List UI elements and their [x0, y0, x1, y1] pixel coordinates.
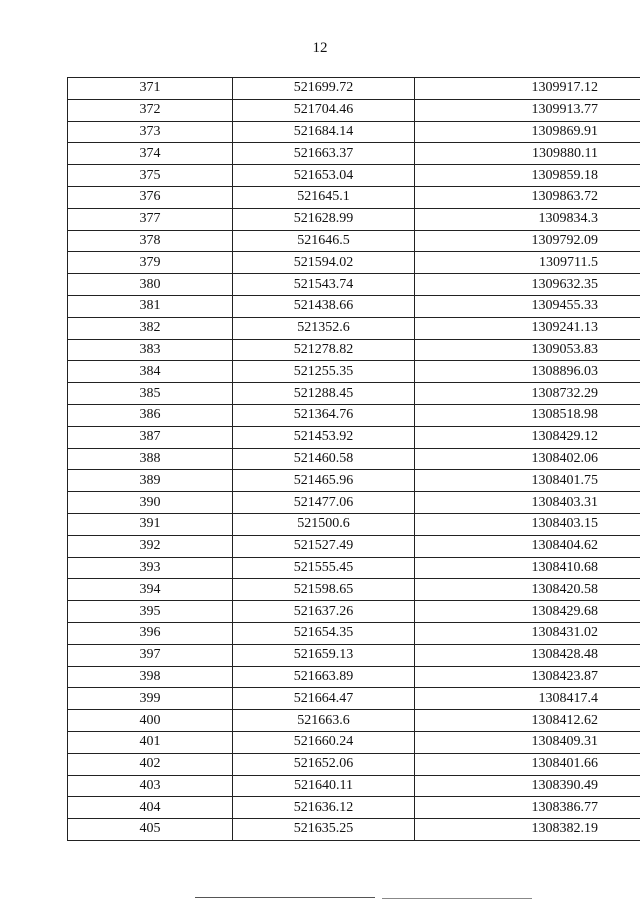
y-coordinate-cell: 1309863.72 — [415, 186, 640, 208]
point-number-cell: 405 — [68, 819, 233, 841]
table-row — [68, 404, 640, 426]
y-coordinate-cell: 1308417.4 — [415, 688, 640, 710]
y-coordinate-cell: 1308402.06 — [415, 448, 640, 470]
table-row — [68, 535, 640, 557]
y-coordinate-cell: 1308410.68 — [415, 557, 640, 579]
point-number-cell: 372 — [68, 99, 233, 121]
y-coordinate-cell: 1309834.3 — [415, 208, 640, 230]
point-number-cell: 390 — [68, 492, 233, 514]
y-coordinate-cell: 1309711.5 — [415, 252, 640, 274]
coordinates-table-body — [68, 78, 640, 841]
point-number-cell: 380 — [68, 274, 233, 296]
point-number-cell: 387 — [68, 426, 233, 448]
x-coordinate-cell: 521598.65 — [233, 579, 415, 601]
point-number-cell: 395 — [68, 601, 233, 623]
point-number-cell: 400 — [68, 710, 233, 732]
y-coordinate-cell: 1309792.09 — [415, 230, 640, 252]
x-coordinate-cell: 521646.5 — [233, 230, 415, 252]
x-coordinate-cell: 521663.37 — [233, 143, 415, 165]
y-coordinate-cell: 1308401.75 — [415, 470, 640, 492]
table-row — [68, 797, 640, 819]
table-row — [68, 339, 640, 361]
x-coordinate-cell: 521654.35 — [233, 622, 415, 644]
y-coordinate-cell: 1308429.12 — [415, 426, 640, 448]
x-coordinate-cell: 521699.72 — [233, 78, 415, 100]
x-coordinate-cell: 521477.06 — [233, 492, 415, 514]
table-row — [68, 470, 640, 492]
table-row — [68, 121, 640, 143]
point-number-cell: 404 — [68, 797, 233, 819]
y-coordinate-cell: 1308429.68 — [415, 601, 640, 623]
x-coordinate-cell: 521660.24 — [233, 731, 415, 753]
x-coordinate-cell: 521527.49 — [233, 535, 415, 557]
y-coordinate-cell: 1308431.02 — [415, 622, 640, 644]
table-row — [68, 274, 640, 296]
x-coordinate-cell: 521500.6 — [233, 513, 415, 535]
point-number-cell: 378 — [68, 230, 233, 252]
y-coordinate-cell: 1308423.87 — [415, 666, 640, 688]
x-coordinate-cell: 521543.74 — [233, 274, 415, 296]
table-row — [68, 731, 640, 753]
point-number-cell: 401 — [68, 731, 233, 753]
point-number-cell: 381 — [68, 295, 233, 317]
point-number-cell: 389 — [68, 470, 233, 492]
x-coordinate-cell: 521645.1 — [233, 186, 415, 208]
x-coordinate-cell: 521637.26 — [233, 601, 415, 623]
point-number-cell: 393 — [68, 557, 233, 579]
point-number-cell: 385 — [68, 383, 233, 405]
x-coordinate-cell: 521465.96 — [233, 470, 415, 492]
x-coordinate-cell: 521664.47 — [233, 688, 415, 710]
y-coordinate-cell: 1308518.98 — [415, 404, 640, 426]
coordinates-table — [67, 77, 640, 841]
x-coordinate-cell: 521555.45 — [233, 557, 415, 579]
footer-rule-secondary — [382, 898, 532, 899]
point-number-cell: 376 — [68, 186, 233, 208]
y-coordinate-cell: 1308404.62 — [415, 535, 640, 557]
table-row — [68, 622, 640, 644]
y-coordinate-cell: 1308428.48 — [415, 644, 640, 666]
table-row — [68, 557, 640, 579]
y-coordinate-cell: 1308409.31 — [415, 731, 640, 753]
table-row — [68, 252, 640, 274]
x-coordinate-cell: 521364.76 — [233, 404, 415, 426]
x-coordinate-cell: 521704.46 — [233, 99, 415, 121]
point-number-cell: 392 — [68, 535, 233, 557]
table-row — [68, 513, 640, 535]
point-number-cell: 399 — [68, 688, 233, 710]
table-row — [68, 601, 640, 623]
x-coordinate-cell: 521594.02 — [233, 252, 415, 274]
point-number-cell: 394 — [68, 579, 233, 601]
x-coordinate-cell: 521636.12 — [233, 797, 415, 819]
table-row — [68, 208, 640, 230]
x-coordinate-cell: 521684.14 — [233, 121, 415, 143]
table-row — [68, 688, 640, 710]
table-row — [68, 165, 640, 187]
y-coordinate-cell: 1309880.11 — [415, 143, 640, 165]
point-number-cell: 402 — [68, 753, 233, 775]
y-coordinate-cell: 1309917.12 — [415, 78, 640, 100]
y-coordinate-cell: 1309859.18 — [415, 165, 640, 187]
x-coordinate-cell: 521659.13 — [233, 644, 415, 666]
table-row — [68, 143, 640, 165]
table-row — [68, 710, 640, 732]
table-row — [68, 383, 640, 405]
point-number-cell: 403 — [68, 775, 233, 797]
x-coordinate-cell: 521453.92 — [233, 426, 415, 448]
table-row — [68, 361, 640, 383]
point-number-cell: 384 — [68, 361, 233, 383]
table-row — [68, 186, 640, 208]
point-number-cell: 377 — [68, 208, 233, 230]
point-number-cell: 374 — [68, 143, 233, 165]
point-number-cell: 398 — [68, 666, 233, 688]
point-number-cell: 379 — [68, 252, 233, 274]
y-coordinate-cell: 1308382.19 — [415, 819, 640, 841]
table-row — [68, 78, 640, 100]
y-coordinate-cell: 1308403.31 — [415, 492, 640, 514]
table-row — [68, 426, 640, 448]
y-coordinate-cell: 1308390.49 — [415, 775, 640, 797]
y-coordinate-cell: 1308732.29 — [415, 383, 640, 405]
y-coordinate-cell: 1308386.77 — [415, 797, 640, 819]
x-coordinate-cell: 521628.99 — [233, 208, 415, 230]
page-number: 12 — [312, 40, 328, 56]
x-coordinate-cell: 521288.45 — [233, 383, 415, 405]
point-number-cell: 371 — [68, 78, 233, 100]
table-row — [68, 448, 640, 470]
y-coordinate-cell: 1308403.15 — [415, 513, 640, 535]
y-coordinate-cell: 1309632.35 — [415, 274, 640, 296]
y-coordinate-cell: 1309869.91 — [415, 121, 640, 143]
x-coordinate-cell: 521352.6 — [233, 317, 415, 339]
x-coordinate-cell: 521438.66 — [233, 295, 415, 317]
y-coordinate-cell: 1309455.33 — [415, 295, 640, 317]
point-number-cell: 375 — [68, 165, 233, 187]
table-row — [68, 295, 640, 317]
table-row — [68, 753, 640, 775]
x-coordinate-cell: 521652.06 — [233, 753, 415, 775]
x-coordinate-cell: 521278.82 — [233, 339, 415, 361]
point-number-cell: 391 — [68, 513, 233, 535]
point-number-cell: 388 — [68, 448, 233, 470]
y-coordinate-cell: 1308420.58 — [415, 579, 640, 601]
point-number-cell: 382 — [68, 317, 233, 339]
table-row — [68, 230, 640, 252]
x-coordinate-cell: 521635.25 — [233, 819, 415, 841]
x-coordinate-cell: 521653.04 — [233, 165, 415, 187]
y-coordinate-cell: 1308412.62 — [415, 710, 640, 732]
table-row — [68, 99, 640, 121]
table-row — [68, 666, 640, 688]
point-number-cell: 373 — [68, 121, 233, 143]
x-coordinate-cell: 521255.35 — [233, 361, 415, 383]
y-coordinate-cell: 1308896.03 — [415, 361, 640, 383]
point-number-cell: 396 — [68, 622, 233, 644]
point-number-cell: 386 — [68, 404, 233, 426]
x-coordinate-cell: 521460.58 — [233, 448, 415, 470]
point-number-cell: 397 — [68, 644, 233, 666]
point-number-cell: 383 — [68, 339, 233, 361]
x-coordinate-cell: 521663.6 — [233, 710, 415, 732]
x-coordinate-cell: 521640.11 — [233, 775, 415, 797]
y-coordinate-cell: 1309053.83 — [415, 339, 640, 361]
footer-rule — [195, 897, 375, 898]
y-coordinate-cell: 1308401.66 — [415, 753, 640, 775]
table-row — [68, 644, 640, 666]
table-row — [68, 775, 640, 797]
y-coordinate-cell: 1309241.13 — [415, 317, 640, 339]
x-coordinate-cell: 521663.89 — [233, 666, 415, 688]
table-row — [68, 492, 640, 514]
table-row — [68, 819, 640, 841]
table-row — [68, 579, 640, 601]
table-row — [68, 317, 640, 339]
y-coordinate-cell: 1309913.77 — [415, 99, 640, 121]
